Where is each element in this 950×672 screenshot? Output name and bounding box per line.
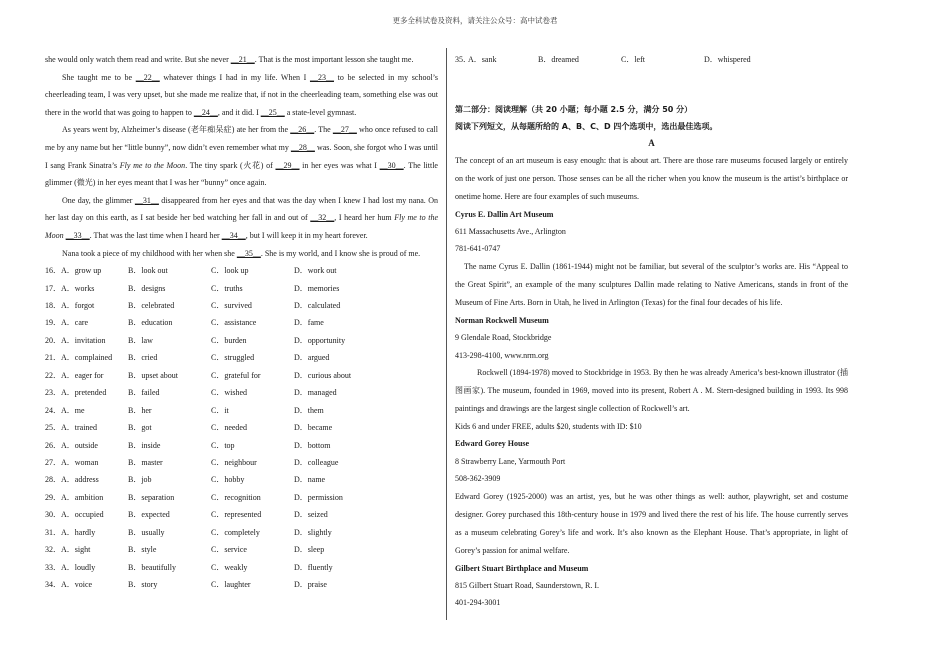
option-c: C．wished xyxy=(211,388,247,398)
option-c: C．service xyxy=(211,545,247,555)
option-row xyxy=(45,489,438,506)
museum-2-phone: 413-298-4100, www.nrm.org xyxy=(455,350,549,360)
option-row xyxy=(45,541,438,558)
text-run: , but I will keep it in my heart forever. xyxy=(245,230,368,240)
option-d: D．slightly xyxy=(294,527,332,537)
museum-3-name: Edward Gorey House xyxy=(455,439,530,449)
option-c: C．burden xyxy=(211,335,247,345)
option-number: 23． xyxy=(45,388,61,398)
option-row xyxy=(45,332,438,349)
museum-4-name: Gilbert Stuart Birthplace and Museum xyxy=(455,563,589,573)
option-c: C．represented xyxy=(211,510,262,520)
blank-run: __31__ xyxy=(134,195,159,205)
blank-run: __35__ xyxy=(236,248,261,258)
option-c: C．completely xyxy=(211,527,260,537)
text-run: She taught me to be xyxy=(62,72,136,82)
option-number: 26． xyxy=(45,440,61,450)
option-b: B．celebrated xyxy=(128,301,175,310)
text-run: whatever things I had in my life. When I xyxy=(159,72,310,82)
option-d: D．curious about xyxy=(294,370,352,380)
italic-run: Fly me to the Moon xyxy=(45,213,439,240)
option-d: D．seized xyxy=(294,510,328,520)
option-a: A．sank xyxy=(468,55,497,64)
option-b: B．dreamed xyxy=(538,55,579,64)
option-a: A．trained xyxy=(61,423,97,433)
option-c: C．top xyxy=(211,440,235,450)
option-row xyxy=(45,280,438,297)
option-b: B．master xyxy=(128,457,163,467)
blank-run: __22__ xyxy=(135,72,160,82)
option-number: 22． xyxy=(45,370,61,380)
blank-run: __32__ xyxy=(310,213,335,223)
option-d: D．opportunity xyxy=(294,335,346,345)
text-run: to be selected in my school’s cheerleading team, I was very upset, but she made me realize that, if not in the cheerleading team, something else was out there in the world that was going to happen to xyxy=(45,72,439,117)
museum-2-description: Rockwell (1894-1978) moved to Stockbridge in 1953. By then he was already America’s best-known illustrator (插图画家). The museum, founded in 1969, moved into its present, Robert A . M. Stern-designed building in 1993. Its 998 paintings and drawings are the largest single collection of Rockwell’s art. xyxy=(455,368,848,414)
cloze-paragraph-3 xyxy=(45,121,438,191)
section-title: 第二部分：阅读理解（共 20 小题；每小题 2.5 分，满分 50 分） xyxy=(455,104,693,114)
option-row xyxy=(45,471,438,488)
museum-2-name: Norman Rockwell Museum xyxy=(455,315,549,325)
passage-label: A xyxy=(648,137,655,148)
option-b: B．cried xyxy=(128,353,158,363)
option-a: A．sight xyxy=(61,545,91,555)
option-b: B．look out xyxy=(128,266,168,276)
option-a: A．outside xyxy=(61,440,98,450)
option-a: A．grow up xyxy=(61,266,102,276)
blank-run: __30__ xyxy=(379,160,404,170)
option-number: 24． xyxy=(45,405,61,415)
option-number: 18． xyxy=(45,301,61,310)
option-b: B．law xyxy=(128,335,153,345)
option-row xyxy=(45,419,438,436)
option-b: B．job xyxy=(128,475,152,485)
blank-run: __33__ xyxy=(65,230,90,240)
option-d: D．fluently xyxy=(294,562,333,572)
option-number: 20． xyxy=(45,335,61,345)
text-run: . The little glimmer (微光) in her eyes meant that I was her “bunny” once again. xyxy=(45,160,438,188)
museum-1-address: 611 Massachusetts Ave., Arlington xyxy=(455,227,566,236)
passage-intro: The concept of an art museum is easy enough: that is about art. There are those rare museums focused largely or entirely on the work of just one person. Those senses can be all the richer when you know the museum is the artist’s birthplace or onetime home. Here are four examples of such museums. xyxy=(455,155,848,201)
text-run: she would only watch them read and write. But she never xyxy=(45,55,231,64)
option-b: B．story xyxy=(128,580,158,589)
text-run: , I heard her hum xyxy=(334,213,395,223)
blank-run: __23__ xyxy=(309,72,334,82)
option-d: D．managed xyxy=(294,388,337,398)
option-a: A．occupied xyxy=(61,510,104,520)
cloze-options-list xyxy=(45,262,438,593)
option-a: A．address xyxy=(61,475,99,485)
option-row xyxy=(45,314,438,331)
option-number: 35． xyxy=(455,55,471,64)
option-a: A．forgot xyxy=(61,301,95,310)
text-run: in her eyes was what I xyxy=(299,160,380,170)
option-row xyxy=(45,384,438,401)
text-run: a state-level gymnast. xyxy=(284,107,357,117)
text-run: . That was the last time when I heard her xyxy=(89,230,222,240)
option-b: B．separation xyxy=(128,492,175,502)
option-c: C．struggled xyxy=(211,353,255,363)
option-c: C．assistance xyxy=(211,318,257,328)
text-run: . She is my world, and I know she is proud of me. xyxy=(260,248,421,258)
cloze-paragraph-4 xyxy=(45,192,438,245)
option-row xyxy=(45,367,438,384)
museum-4-address: 815 Gilbert Stuart Road, Saunderstown, R. I. xyxy=(455,581,599,591)
option-number: 34． xyxy=(45,580,61,589)
cloze-paragraph-2 xyxy=(45,69,438,122)
option-number: 28． xyxy=(45,475,61,485)
option-d: D．name xyxy=(294,475,326,485)
museum-2-address: 9 Glendale Road, Stockbridge xyxy=(455,333,552,343)
option-b: B．designs xyxy=(128,283,166,293)
option-number: 16． xyxy=(45,266,61,276)
option-row xyxy=(45,297,438,314)
option-d: D．fame xyxy=(294,318,324,328)
option-c: C．needed xyxy=(211,423,247,433)
text-run: who once refused to call me by any name but her “little bunny”, now didn’t even remember what my xyxy=(45,125,438,152)
blank-run: __29__ xyxy=(275,160,300,170)
blank-run: __34__ xyxy=(221,230,246,240)
text-run: One day, the glimmer xyxy=(62,195,135,205)
text-run: was. Soon, she forgot who I was until I sang Frank Sinatra’s xyxy=(45,142,438,170)
column-divider xyxy=(446,48,447,620)
option-number: 30． xyxy=(45,510,61,520)
option-c: C．truths xyxy=(211,283,243,293)
option-a: A．care xyxy=(61,318,89,328)
italic-run: Fly me to the Moon xyxy=(119,160,186,170)
option-d: D．became xyxy=(294,423,333,433)
option-row xyxy=(45,506,438,523)
option-number: 21． xyxy=(45,353,61,363)
option-b: B．usually xyxy=(128,527,165,537)
text-run: As years went by, Alzheimer’s disease (老年痴呆症) ate her from the xyxy=(62,125,291,135)
option-b: B．got xyxy=(128,423,152,433)
blank-run: __26__ xyxy=(290,125,315,135)
option-c: C．grateful for xyxy=(211,370,261,380)
page-header: 更多全科试卷及资料，请关注公众号：高中试卷君 xyxy=(392,16,558,25)
option-c: C．neighbour xyxy=(211,457,257,467)
option-b: B．education xyxy=(128,318,173,328)
blank-run: __21__ xyxy=(230,55,255,64)
option-b: B．expected xyxy=(128,510,170,520)
museum-3-phone: 508-362-3909 xyxy=(455,474,501,484)
option-b: B．style xyxy=(128,545,157,555)
option-c: C．left xyxy=(621,55,645,64)
text-run: . That is the most important lesson she taught me. xyxy=(254,55,414,64)
option-a: A．invitation xyxy=(61,335,106,345)
option-a: A．voice xyxy=(61,580,93,589)
option-number: 19． xyxy=(45,318,61,328)
option-number: 31． xyxy=(45,527,61,537)
option-c: C．recognition xyxy=(211,492,261,502)
option-a: A．works xyxy=(61,283,95,293)
option-c: C．laughter xyxy=(211,580,251,589)
option-number: 25． xyxy=(45,423,61,433)
option-b: B．beautifully xyxy=(128,562,176,572)
museum-1-name: Cyrus E. Dallin Art Museum xyxy=(455,209,554,219)
option-b: B．upset about xyxy=(128,370,178,380)
option-row xyxy=(45,524,438,541)
option-row xyxy=(45,576,438,593)
blank-run: __27__ xyxy=(332,125,357,135)
option-b: B．her xyxy=(128,405,152,415)
option-c: C．survived xyxy=(211,301,252,310)
blank-run: __25__ xyxy=(260,107,285,117)
option-a: A．pretended xyxy=(61,388,107,398)
option-d: D．work out xyxy=(294,266,337,276)
option-number: 27． xyxy=(45,457,61,467)
museum-1-description: The name Cyrus E. Dallin (1861-1944) might not be familiar, but several of the sculptor’s works are. His “Appeal to the Great Spirit”, an example of the many sculptures Dallin made relating to Native Americans, stands in front of the Museum of Fine Arts. Born in Utah, he lived in Arlington (Texas) for the final four decades of his life. xyxy=(455,261,848,307)
section-instruction: 阅读下列短文，从每题所给的 A、B、C、D 四个选项中，选出最佳选项。 xyxy=(455,121,718,131)
option-d: D．sleep xyxy=(294,545,325,555)
option-d: D．bottom xyxy=(294,440,331,450)
blank-run: __28__ xyxy=(290,142,315,152)
option-d: D．colleague xyxy=(294,457,339,467)
option-d: D．memories xyxy=(294,283,340,293)
option-d: D．permission xyxy=(294,492,343,502)
option-a: A．loudly xyxy=(61,562,96,572)
option-a: A．me xyxy=(61,405,85,415)
blank-run: __24__ xyxy=(193,107,218,117)
museum-3-description: Edward Gorey (1925-2000) was an artist, yes, but he was other things as well: author, playwright, set and costume designer. Gorey purchased this 18th-century house in 1979 and lived there the rest of his life. The house currently serves as a museum celebrating Gorey’s life and work. It’s also known as the Elephant House. That’s appropriate, in light of Gorey’s passion for animal welfare. xyxy=(455,491,848,555)
museum-1-phone: 781-641-0747 xyxy=(455,244,501,254)
museum-3-address: 8 Strawberry Lane, Yarmouth Port xyxy=(455,456,566,466)
option-b: B．inside xyxy=(128,440,161,450)
option-number: 32． xyxy=(45,545,61,555)
option-row xyxy=(45,402,438,419)
option-c: C．weakly xyxy=(211,562,248,572)
left-column xyxy=(45,51,438,593)
option-row xyxy=(45,262,438,279)
option-d: D．them xyxy=(294,405,324,415)
option-d: D．whispered xyxy=(704,55,751,64)
option-number: 29． xyxy=(45,492,61,502)
option-row xyxy=(45,437,438,454)
option-a: A．complained xyxy=(61,353,113,363)
museum-4-phone: 401-294-3001 xyxy=(455,598,501,608)
option-a: A．ambition xyxy=(61,492,104,502)
option-a: A．eager for xyxy=(61,370,104,380)
option-row xyxy=(45,454,438,471)
option-c: C．it xyxy=(211,405,229,415)
option-row xyxy=(45,559,438,576)
text-run: . The tiny spark (火花) of xyxy=(185,160,276,170)
cloze-paragraph-1 xyxy=(45,51,438,69)
option-b: B．failed xyxy=(128,388,160,398)
option-d: D．calculated xyxy=(294,301,341,310)
option-a: A．hardly xyxy=(61,527,96,537)
text-run: disappeared from her eyes and that was the day when I knew I had lost my nana. On her last day on this earth, as I sat beside her bed watching her fall in and out of xyxy=(45,195,438,223)
option-number: 33． xyxy=(45,562,61,572)
option-d: D．argued xyxy=(294,353,330,363)
option-number: 17． xyxy=(45,283,61,293)
right-column xyxy=(455,51,848,612)
option-a: A．woman xyxy=(61,457,99,467)
option-row xyxy=(45,349,438,366)
text-run: , and it did. I xyxy=(217,107,261,117)
cloze-paragraph-5 xyxy=(45,245,438,263)
text-run: . The xyxy=(314,125,333,135)
question-35-options xyxy=(455,51,848,69)
text-run: Nana took a piece of my childhood with her when she xyxy=(62,248,237,258)
museum-2-price: Kids 6 and under FREE, adults $20, students with ID: $10 xyxy=(455,422,642,432)
option-d: D．praise xyxy=(294,580,327,589)
option-c: C．hobby xyxy=(211,475,245,485)
option-c: C．look up xyxy=(211,266,249,276)
